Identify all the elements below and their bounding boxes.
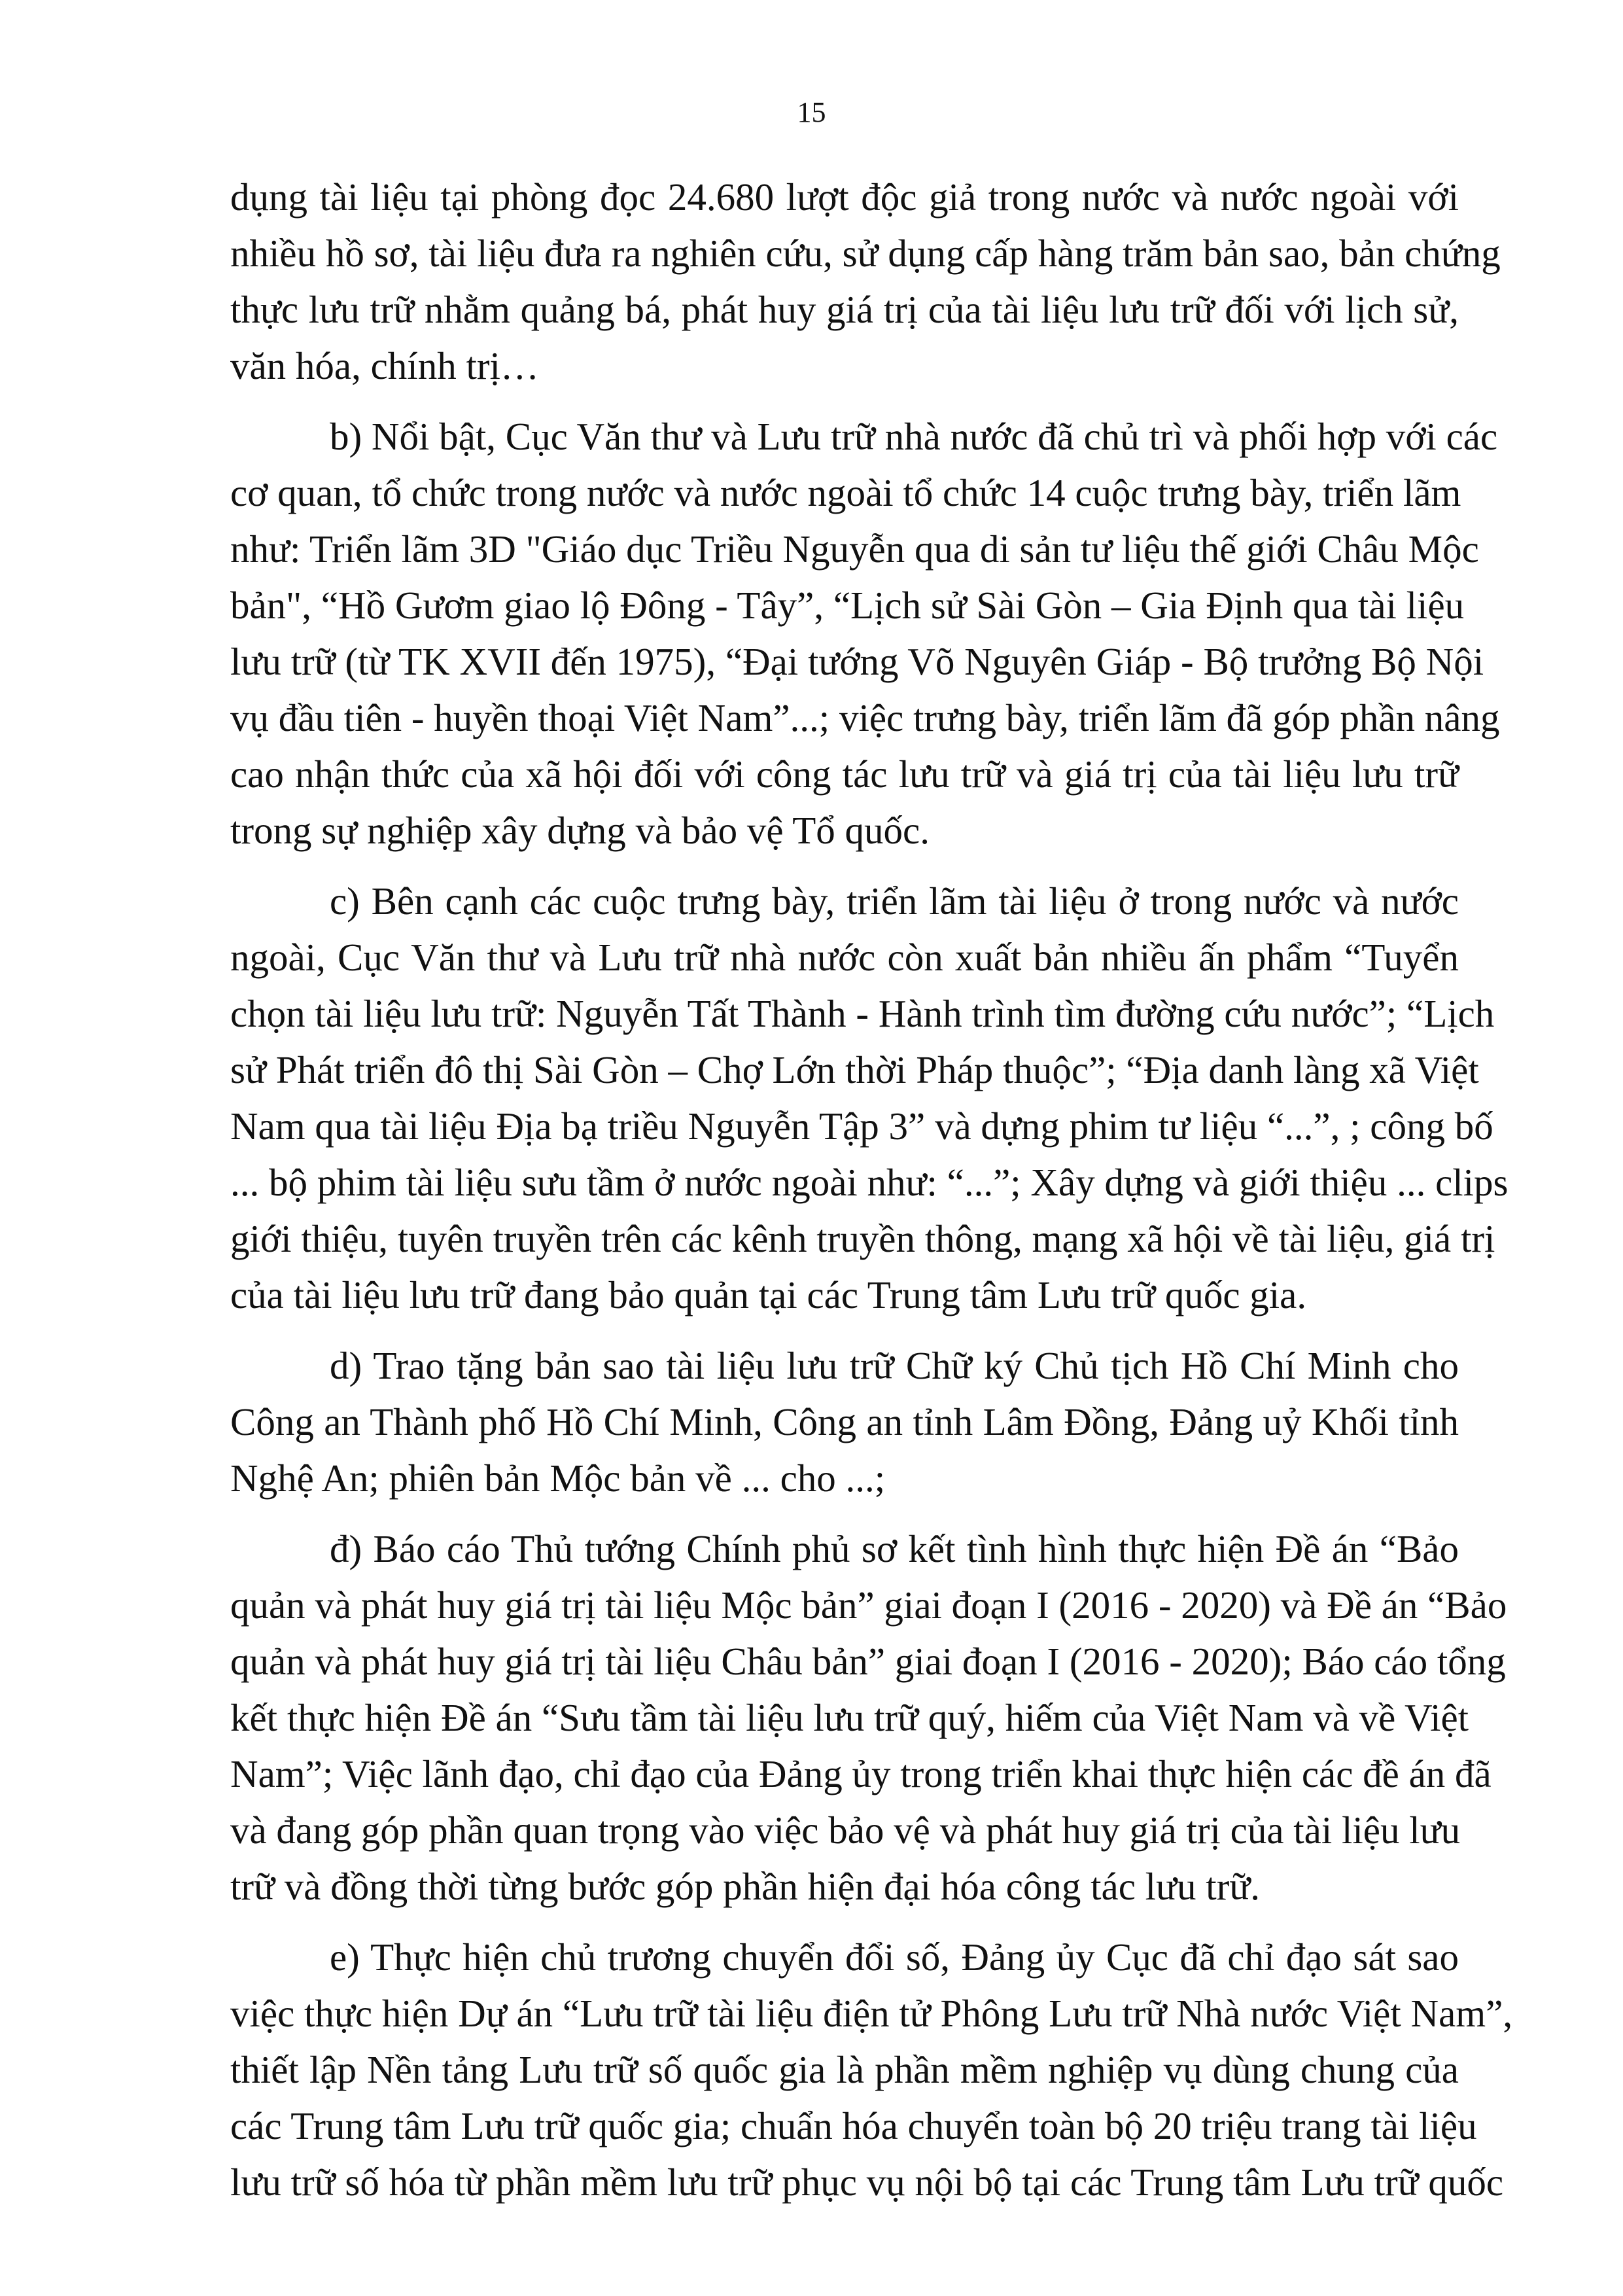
text-line: giới thiệu, tuyên truyền trên các kênh truyền thông, mạng xã hội về tài liệu, giá trị [230,1217,1495,1260]
page-number: 15 [797,96,826,128]
text-line: b) Nổi bật, Cục Văn thư và Lưu trữ nhà nước đã chủ trì và phối hợp với các [330,415,1498,458]
text-line: lưu trữ số hóa từ phần mềm lưu trữ phục vụ nội bộ tại các Trung tâm Lưu trữ quốc [230,2161,1504,2204]
paragraph [230,408,1500,858]
paragraph [230,1929,1513,2210]
text-line: lưu trữ (từ TK XVII đến 1975), “Đại tướng Võ Nguyên Giáp - Bộ trưởng Bộ Nội [230,640,1484,683]
text-line: nhiều hồ sơ, tài liệu đưa ra nghiên cứu, sử dụng cấp hàng trăm bản sao, bản chứng [230,232,1501,275]
text-line: c) Bên cạnh các cuộc trưng bày, triển lãm tài liệu ở trong nước và nước [330,879,1459,923]
text-line: việc thực hiện Dự án “Lưu trữ tài liệu điện tử Phông Lưu trữ Nhà nước Việt Nam”, [230,1992,1513,2035]
text-line: trong sự nghiệp xây dựng và bảo vệ Tổ quốc. [230,809,930,852]
text-line: ... bộ phim tài liệu sưu tầm ở nước ngoài như: “...”; Xây dựng và giới thiệu ... clips [230,1161,1509,1204]
text-line: e) Thực hiện chủ trương chuyển đổi số, Đảng ủy Cục đã chỉ đạo sát sao [330,1935,1459,1979]
paragraph [230,169,1501,394]
text-line: d) Trao tặng bản sao tài liệu lưu trữ Chữ ký Chủ tịch Hồ Chí Minh cho [330,1344,1459,1387]
text-line: Nghệ An; phiên bản Mộc bản về ... cho ...; [230,1457,886,1500]
text-line: quản và phát huy giá trị tài liệu Mộc bản” giai đoạn I (2016 - 2020) và Đề án “Bảo [230,1583,1507,1627]
paragraph [230,1337,1459,1506]
paragraph [230,1521,1507,1915]
text-line: Công an Thành phố Hồ Chí Minh, Công an tỉnh Lâm Đồng, Đảng uỷ Khối tỉnh [230,1400,1459,1443]
text-line: bản", “Hồ Gươm giao lộ Đông - Tây”, “Lịch sử Sài Gòn – Gia Định qua tài liệu [230,584,1465,627]
text-line: Nam”; Việc lãnh đạo, chỉ đạo của Đảng ủy trong triển khai thực hiện các đề án đã [230,1752,1492,1795]
text-line: cao nhận thức của xã hội đối với công tác lưu trữ và giá trị của tài liệu lưu trữ [230,752,1459,796]
text-line: thực lưu trữ nhằm quảng bá, phát huy giá trị của tài liệu lưu trữ đối với lịch sử, [230,288,1459,331]
text-line: dụng tài liệu tại phòng đọc 24.680 lượt độc giả trong nước và nước ngoài với [230,175,1459,219]
paragraph [230,873,1509,1323]
text-line: các Trung tâm Lưu trữ quốc gia; chuẩn hóa chuyển toàn bộ 20 triệu trang tài liệu [230,2104,1477,2147]
text-line: như: Triển lãm 3D "Giáo dục Triều Nguyễn qua di sản tư liệu thế giới Châu Mộc [230,527,1479,571]
text-line: thiết lập Nền tảng Lưu trữ số quốc gia là phần mềm nghiệp vụ dùng chung của [230,2048,1459,2091]
text-line: cơ quan, tổ chức trong nước và nước ngoài tổ chức 14 cuộc trưng bày, triển lãm [230,471,1461,514]
text-line: đ) Báo cáo Thủ tướng Chính phủ sơ kết tình hình thực hiện Đề án “Bảo [330,1527,1459,1570]
text-line: và đang góp phần quan trọng vào việc bảo vệ và phát huy giá trị của tài liệu lưu [230,1809,1461,1852]
body-text [230,169,1513,2225]
text-line: kết thực hiện Đề án “Sưu tầm tài liệu lưu trữ quý, hiếm của Việt Nam và về Việt [230,1696,1469,1739]
text-line: chọn tài liệu lưu trữ: Nguyễn Tất Thành - Hành trình tìm đường cứu nước”; “Lịch [230,992,1495,1035]
text-line: vụ đầu tiên - huyền thoại Việt Nam”...; việc trưng bày, triển lãm đã góp phần nâng [230,696,1500,739]
text-line: của tài liệu lưu trữ đang bảo quản tại các Trung tâm Lưu trữ quốc gia. [230,1273,1307,1316]
text-line: văn hóa, chính trị… [230,344,539,387]
text-line: ngoài, Cục Văn thư và Lưu trữ nhà nước còn xuất bản nhiều ấn phẩm “Tuyển [230,936,1459,979]
text-line: Nam qua tài liệu Địa bạ triều Nguyễn Tập 3” và dựng phim tư liệu “...”, ; công bố [230,1104,1493,1148]
text-line: trữ và đồng thời từng bước góp phần hiện đại hóa công tác lưu trữ. [230,1865,1261,1908]
text-line: quản và phát huy giá trị tài liệu Châu bản” giai đoạn I (2016 - 2020); Báo cáo tổng [230,1640,1506,1683]
text-line: sử Phát triển đô thị Sài Gòn – Chợ Lớn thời Pháp thuộc”; “Địa danh làng xã Việt [230,1048,1479,1091]
